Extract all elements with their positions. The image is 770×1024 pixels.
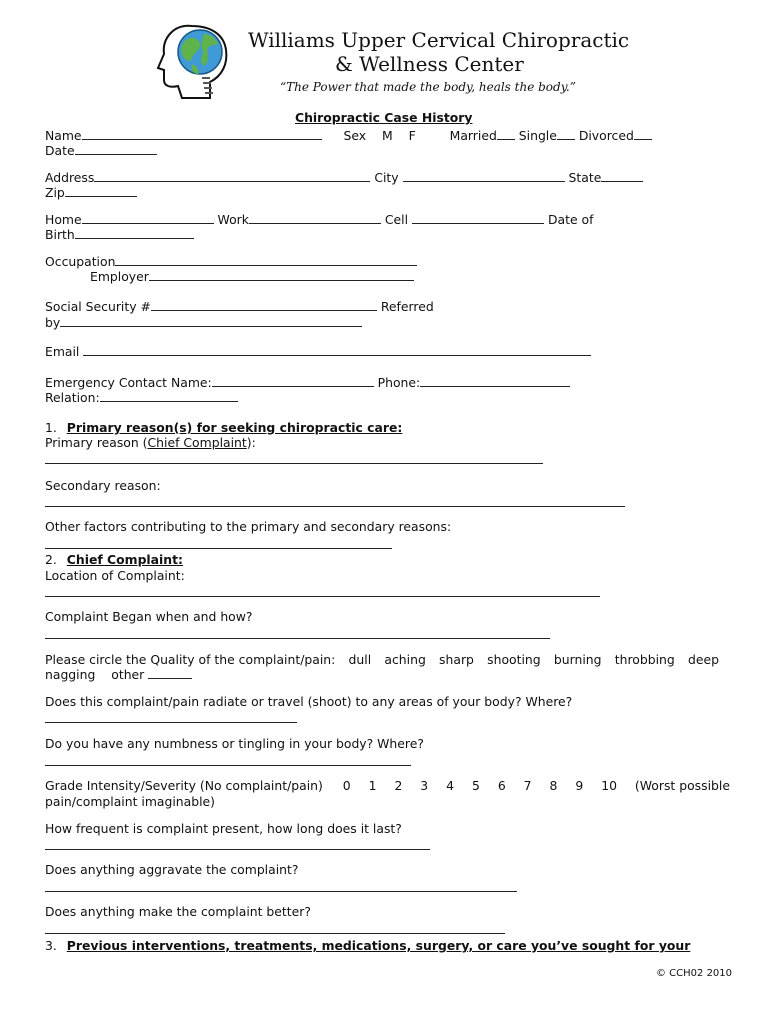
other-factors-field[interactable] <box>45 548 392 549</box>
grade-2[interactable]: 2 <box>394 778 403 793</box>
email-label: Email <box>45 344 80 359</box>
sex-label: Sex <box>343 128 367 143</box>
relation-row <box>45 390 238 405</box>
city-label: City <box>374 170 399 185</box>
section1-title: Primary reason(s) for seeking chiropractic care: <box>66 420 403 435</box>
city-field[interactable] <box>403 170 565 182</box>
quality-aching[interactable]: aching <box>384 652 426 667</box>
sex-f-option[interactable]: F <box>408 128 416 143</box>
name-field[interactable] <box>82 128 322 140</box>
grade-7[interactable]: 7 <box>523 778 532 793</box>
employer-field[interactable] <box>149 269 414 281</box>
birth-row <box>45 227 194 242</box>
grade-worst-label: (Worst possible <box>634 778 730 793</box>
radiate-label: Does this complaint/pain radiate or travel (shoot) to any areas of your body? Where? <box>45 694 573 709</box>
quality-label: Please circle the Quality of the complaint/pain: <box>45 652 336 667</box>
grade-5[interactable]: 5 <box>471 778 480 793</box>
cell-label: Cell <box>384 212 409 227</box>
frequent-field[interactable] <box>45 849 430 850</box>
occupation-row <box>45 254 417 269</box>
clinic-name-line1: Williams Upper Cervical Chiropractic <box>248 28 630 52</box>
date-of-label: Date of <box>547 212 594 227</box>
grade-6[interactable]: 6 <box>497 778 506 793</box>
state-label: State <box>568 170 602 185</box>
quality-row2 <box>45 667 192 682</box>
birth-label: Birth <box>45 227 75 242</box>
radiate-field[interactable] <box>45 722 297 723</box>
grade-3[interactable]: 3 <box>420 778 429 793</box>
occupation-label: Occupation <box>45 254 116 269</box>
clinic-motto: “The Power that made the body, heals the body.” <box>280 80 576 94</box>
employer-row <box>90 269 414 284</box>
by-label: by <box>45 315 61 330</box>
quality-row <box>45 652 719 667</box>
date-row <box>45 143 157 158</box>
quality-shooting[interactable]: shooting <box>487 652 541 667</box>
married-field[interactable] <box>497 128 515 140</box>
quality-other-label: other <box>111 667 145 682</box>
relation-field[interactable] <box>100 390 238 402</box>
emergency-phone-field[interactable] <box>420 375 570 387</box>
section3-title: Previous interventions, treatments, medications, surgery, or care you’ve sought for your <box>66 938 691 953</box>
referred-label: Referred <box>380 299 434 314</box>
grade-9[interactable]: 9 <box>575 778 584 793</box>
single-field[interactable] <box>557 128 575 140</box>
frequent-label: How frequent is complaint present, how long does it last? <box>45 821 402 836</box>
grade-row2: pain/complaint imaginable) <box>45 794 216 809</box>
referred-by-row <box>45 315 362 330</box>
better-label: Does anything make the complaint better? <box>45 904 311 919</box>
began-label: Complaint Began when and how? <box>45 609 253 624</box>
date-label: Date <box>45 143 75 158</box>
secondary-reason-label: Secondary reason: <box>45 478 161 493</box>
grade-0[interactable]: 0 <box>342 778 351 793</box>
address-row <box>45 170 643 185</box>
work-phone-field[interactable] <box>249 212 381 224</box>
grade-4[interactable]: 4 <box>446 778 455 793</box>
form-title: Chiropractic Case History <box>295 110 473 125</box>
emergency-name-field[interactable] <box>212 375 374 387</box>
employer-label: Employer <box>90 269 149 284</box>
grade-8[interactable]: 8 <box>549 778 558 793</box>
cell-phone-field[interactable] <box>412 212 544 224</box>
work-label: Work <box>217 212 249 227</box>
section2-heading <box>45 552 183 567</box>
quality-other-field[interactable] <box>148 667 192 679</box>
section1-heading <box>45 420 402 435</box>
numbness-label: Do you have any numbness or tingling in your body? Where? <box>45 736 424 751</box>
section2-title: Chief Complaint: <box>66 552 183 567</box>
aggravate-label: Does anything aggravate the complaint? <box>45 862 299 877</box>
grade-row <box>45 778 730 793</box>
section2-number: 2. <box>45 552 57 567</box>
occupation-field[interactable] <box>115 254 417 266</box>
quality-throbbing[interactable]: throbbing <box>614 652 675 667</box>
referred-by-field[interactable] <box>60 315 362 327</box>
date-field[interactable] <box>75 143 157 155</box>
ssn-label: Social Security # <box>45 299 151 314</box>
quality-nagging[interactable]: nagging <box>45 667 96 682</box>
grade-1[interactable]: 1 <box>368 778 377 793</box>
emergency-row <box>45 375 570 390</box>
quality-burning[interactable]: burning <box>553 652 602 667</box>
primary-reason-field[interactable] <box>45 463 543 464</box>
better-field[interactable] <box>45 933 505 934</box>
section1-number: 1. <box>45 420 57 435</box>
name-row <box>45 128 652 143</box>
birth-field[interactable] <box>75 227 194 239</box>
address-field[interactable] <box>94 170 370 182</box>
divorced-label: Divorced <box>578 128 634 143</box>
quality-sharp[interactable]: sharp <box>439 652 474 667</box>
section3-number: 3. <box>45 938 57 953</box>
home-phone-field[interactable] <box>82 212 214 224</box>
single-label: Single <box>518 128 557 143</box>
numbness-field[interactable] <box>45 765 411 766</box>
ssn-field[interactable] <box>151 299 377 311</box>
state-field[interactable] <box>601 170 643 182</box>
emergency-phone-label: Phone: <box>377 375 421 390</box>
location-field[interactable] <box>45 596 600 597</box>
primary-reason-label: Primary reason (Chief Complaint): <box>45 435 256 450</box>
zip-row <box>45 185 137 200</box>
address-label: Address <box>45 170 95 185</box>
ssn-row <box>45 299 434 314</box>
home-label: Home <box>45 212 82 227</box>
quality-dull[interactable]: dull <box>348 652 372 667</box>
relation-label: Relation: <box>45 390 100 405</box>
emergency-label: Emergency Contact Name: <box>45 375 212 390</box>
grade-10[interactable]: 10 <box>601 778 617 793</box>
clinic-name-line2: & Wellness Center <box>335 52 524 76</box>
section3-heading <box>45 938 690 953</box>
married-label: Married <box>449 128 497 143</box>
began-field[interactable] <box>45 638 550 639</box>
other-factors-label: Other factors contributing to the primary and secondary reasons: <box>45 519 452 534</box>
aggravate-field[interactable] <box>45 891 517 892</box>
zip-label: Zip <box>45 185 65 200</box>
email-field[interactable] <box>83 344 591 356</box>
location-label: Location of Complaint: <box>45 568 185 583</box>
grade-label: Grade Intensity/Severity (No complaint/pain) <box>45 778 323 793</box>
copyright: © CCH02 2010 <box>656 968 733 979</box>
sex-m-option[interactable]: M <box>381 128 393 143</box>
zip-field[interactable] <box>65 185 137 197</box>
clinic-logo <box>152 20 236 102</box>
quality-deep[interactable]: deep <box>687 652 719 667</box>
secondary-reason-field[interactable] <box>45 506 625 507</box>
name-label: Name <box>45 128 82 143</box>
email-row <box>45 344 591 359</box>
divorced-field[interactable] <box>634 128 652 140</box>
phone-row <box>45 212 593 227</box>
